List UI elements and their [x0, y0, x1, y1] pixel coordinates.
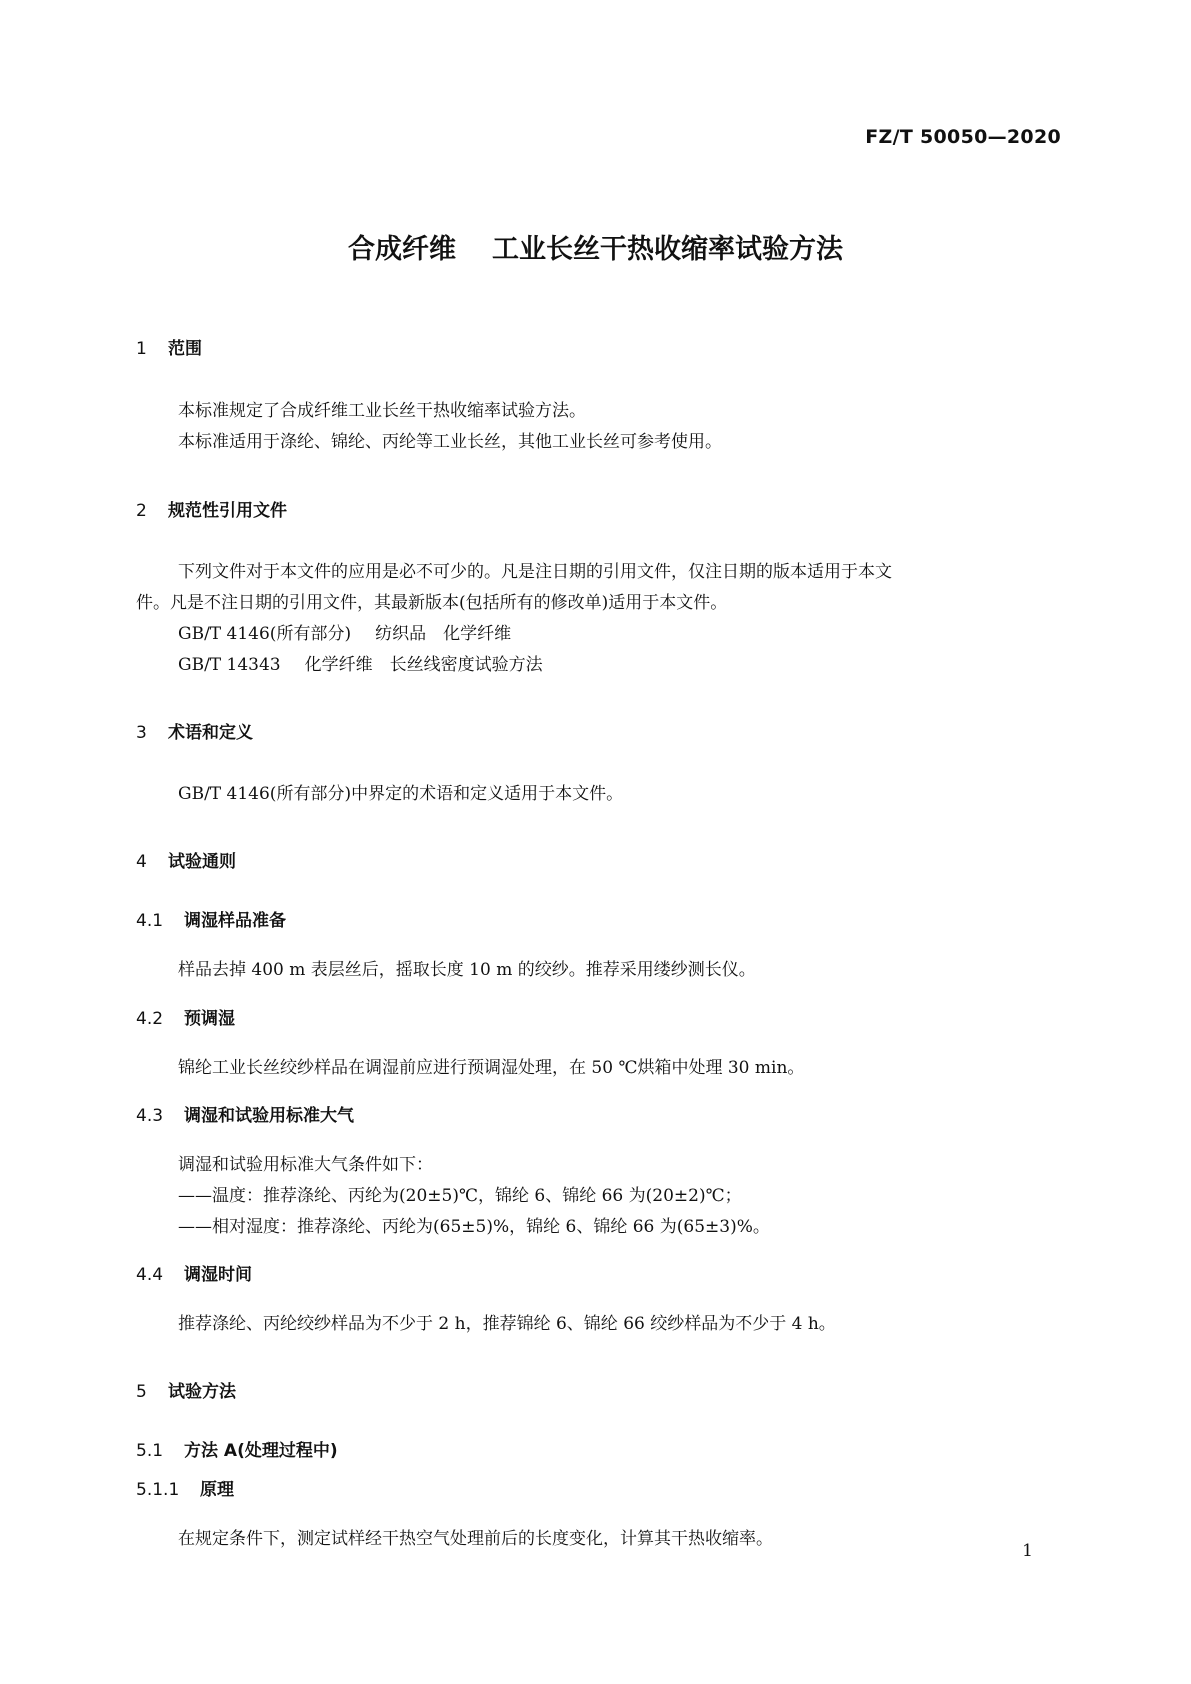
reference-1-code: GB/T 4146(所有部分) — [178, 624, 352, 644]
section-3-paragraph-1: GB/T 4146(所有部分)中界定的术语和定义适用于本文件。 — [178, 784, 624, 804]
reference-2-code: GB/T 14343 — [178, 655, 281, 675]
section-4-4-paragraph-1: 推荐涤纶、丙纶绞纱样品为不少于 2 h，推荐锦纶 6、锦纶 66 绞纱样品为不少于 4 h。 — [178, 1314, 836, 1334]
section-1-heading: 1 范围 — [136, 339, 202, 359]
section-4-3-list-item-1: ——温度：推荐涤纶、丙纶为(20±5)℃，锦纶 6、锦纶 66 为(20±2)℃； — [178, 1186, 742, 1206]
document-title — [0, 227, 1191, 266]
section-5-heading: 5 试验方法 — [136, 1382, 236, 1402]
title-part-2: 工业长丝干热收缩率试验方法 — [492, 234, 843, 265]
section-4-1-paragraph-1: 样品去掉 400 m 表层丝后，摇取长度 10 m 的绞纱。推荐采用缕纱测长仪。 — [178, 960, 756, 980]
section-4-heading: 4 试验通则 — [136, 852, 236, 872]
reference-1-title: 纺织品 化学纤维 — [375, 624, 512, 644]
section-3-heading: 3 术语和定义 — [136, 723, 253, 743]
section-2-paragraph-line-2: 件。凡是不注日期的引用文件，其最新版本(包括所有的修改单)适用于本文件。 — [136, 593, 728, 613]
section-4-2-paragraph-1: 锦纶工业长丝绞纱样品在调湿前应进行预调湿处理，在 50 ℃烘箱中处理 30 min。 — [178, 1058, 805, 1078]
reference-2 — [178, 650, 543, 675]
section-5-1-heading: 5.1 方法 A(处理过程中) — [136, 1441, 338, 1461]
section-1-paragraph-2: 本标准适用于涤纶、锦纶、丙纶等工业长丝，其他工业长丝可参考使用。 — [178, 432, 722, 452]
section-5-1-1-heading: 5.1.1 原理 — [136, 1480, 234, 1500]
section-4-3-paragraph-1: 调湿和试验用标准大气条件如下： — [178, 1155, 433, 1175]
section-1-paragraph-1: 本标准规定了合成纤维工业长丝干热收缩率试验方法。 — [178, 401, 586, 421]
document-number: FZ/T 50050—2020 — [865, 126, 1061, 148]
section-4-1-heading: 4.1 调湿样品准备 — [136, 911, 286, 931]
section-4-4-heading: 4.4 调湿时间 — [136, 1265, 252, 1285]
reference-2-title: 化学纤维 长丝线密度试验方法 — [304, 655, 543, 675]
section-2-heading: 2 规范性引用文件 — [136, 501, 287, 521]
reference-1 — [178, 619, 511, 644]
section-4-2-heading: 4.2 预调湿 — [136, 1009, 235, 1029]
page-number: 1 — [1022, 1541, 1033, 1561]
section-4-3-heading: 4.3 调湿和试验用标准大气 — [136, 1106, 354, 1126]
title-part-1: 合成纤维 — [348, 234, 456, 265]
section-4-3-list-item-2: ——相对湿度：推荐涤纶、丙纶为(65±5)%，锦纶 6、锦纶 66 为(65±3)%。 — [178, 1217, 770, 1237]
section-5-1-1-paragraph-1: 在规定条件下，测定试样经干热空气处理前后的长度变化，计算其干热收缩率。 — [178, 1529, 773, 1549]
section-2-paragraph-line-1: 下列文件对于本文件的应用是必不可少的。凡是注日期的引用文件，仅注日期的版本适用于本文 — [178, 562, 892, 582]
